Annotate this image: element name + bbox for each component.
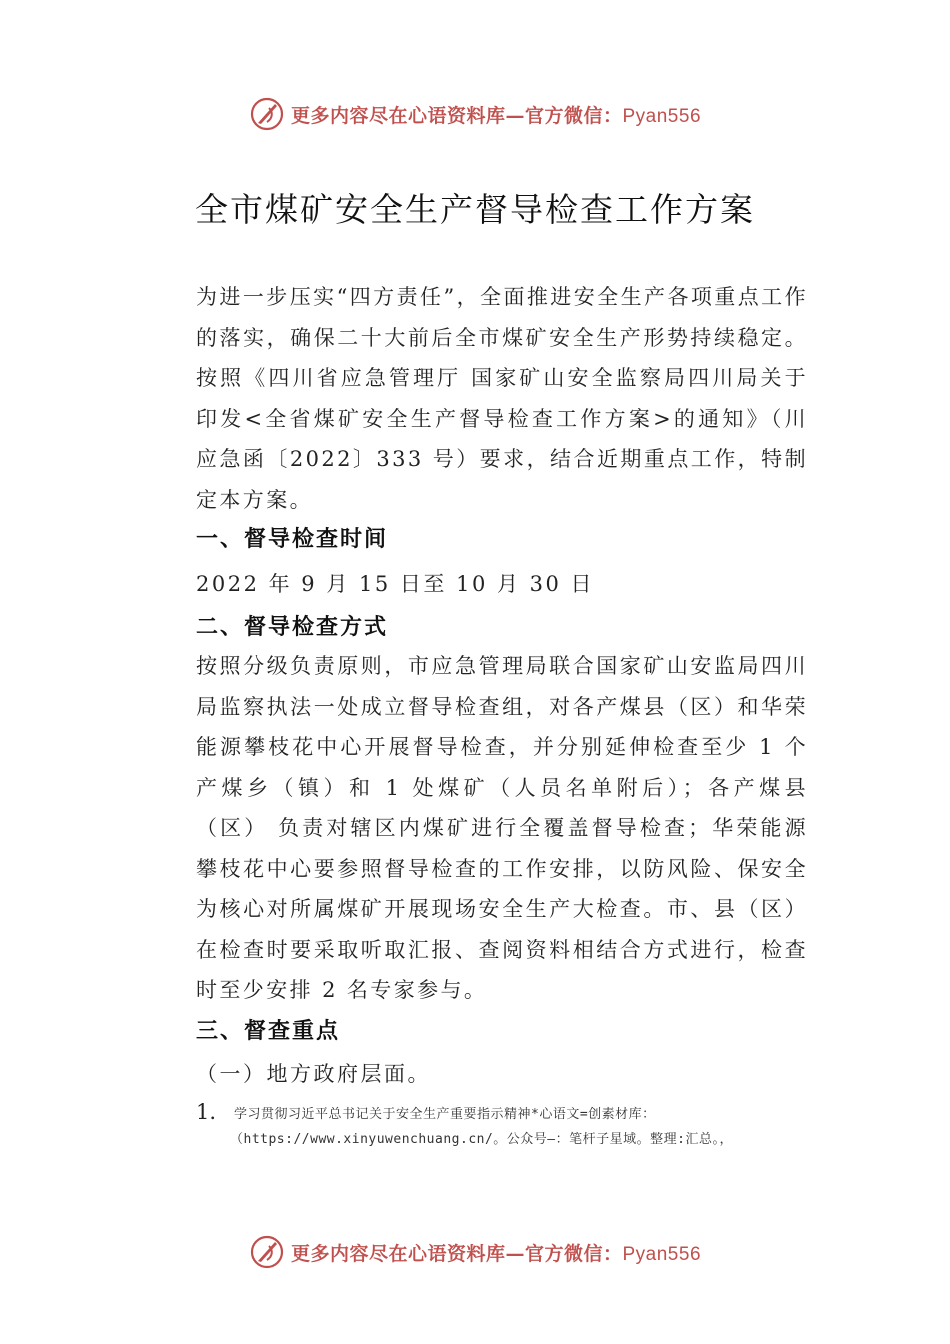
intro-text: 为进一步压实“四方责任”，全面推进安全生产各项重点工作的落实，确保二十大前后全市煤矿安全生产形势持续稳定。按照《四川省应急管理厅 国家矿山安全监察局四川局关于印发<全省煤矿安全生产督导检查工作方案>的通知》（川应急函〔2022〕333 号）要求，结合近期重点工作，特制定本方案。 bbox=[196, 285, 808, 512]
section-1-content: 2022 年 9 月 15 日至 10 月 30 日 bbox=[196, 572, 595, 596]
section-2-content: 按照分级负责原则，市应急管理局联合国家矿山安监局四川局监察执法一处成立督导检查组，对各产煤县（区）和华荣能源攀枝花中心开展督导检查，并分别延伸检查至少 1 个产煤乡（镇）和 1 处煤矿（人员名单附后）；各产煤县（区） 负责对辖区内煤矿进行全覆盖督导检查；华荣能源攀枝花中心要参照督导检查的工作安排，以防风险、保安全为核心对所属煤矿开展现场安全生产大检查。市、县（区）在检查时要采取听取汇报、查阅资料相结合方式进行，检查时至少安排 2 名专家参与。 bbox=[196, 654, 808, 1002]
footer-banner-account: Pyan556 bbox=[622, 1243, 702, 1265]
banner-link[interactable] bbox=[291, 101, 701, 128]
footer-banner-link[interactable] bbox=[291, 1239, 701, 1266]
footer-banner-text: 更多内容尽在心语资料库—官方微信： bbox=[290, 1242, 623, 1265]
item-line-2: （https://www.xinyuwenchuang.cn/。公众号—：笔杆子星域。整理:汇总。， bbox=[230, 1132, 733, 1147]
section-3-heading: 三、督查重点 bbox=[196, 1019, 341, 1044]
quill-pen-icon bbox=[249, 96, 285, 132]
section-1-heading: 一、督导检查时间 bbox=[196, 527, 389, 552]
header-banner bbox=[0, 94, 950, 134]
section-2-paragraph bbox=[148, 646, 808, 1011]
section-2-heading: 二、督导检查方式 bbox=[196, 615, 389, 640]
document-title: 全市煤矿安全生产督导检查工作方案 bbox=[195, 190, 755, 229]
item-number: 1. bbox=[196, 1100, 217, 1124]
intro-paragraph bbox=[148, 277, 808, 520]
banner-text: 更多内容尽在心语资料库—官方微信： bbox=[290, 104, 623, 127]
item-line-1: 学习贯彻习近平总书记关于安全生产重要指示精神*心语文=创素材库： bbox=[234, 1107, 656, 1122]
quill-pen-icon bbox=[249, 1234, 285, 1270]
item-text bbox=[230, 1102, 844, 1152]
section-3-subheading: （一）地方政府层面。 bbox=[196, 1062, 431, 1086]
footer-banner bbox=[0, 1232, 950, 1272]
banner-account: Pyan556 bbox=[622, 105, 702, 127]
